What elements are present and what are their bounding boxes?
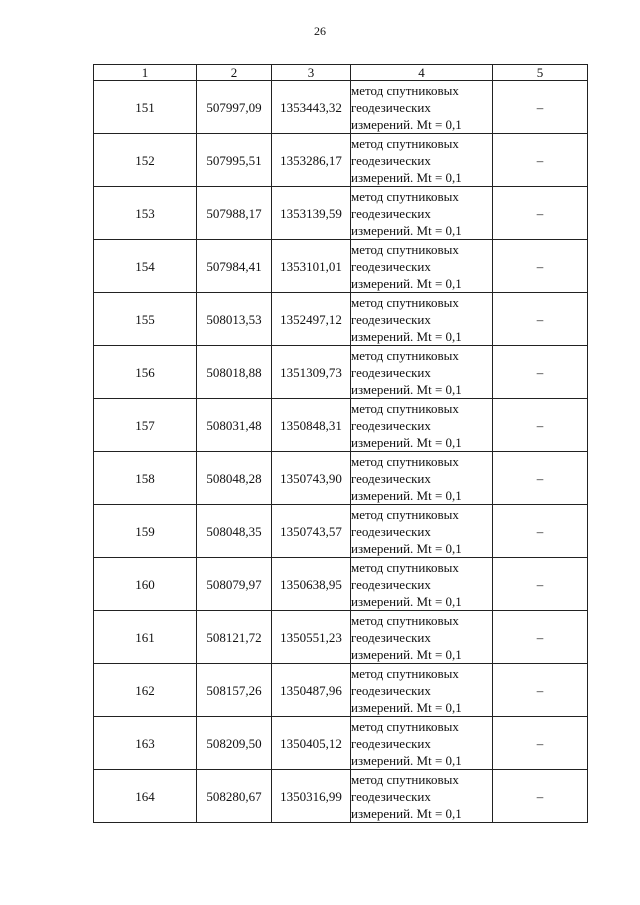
method-line-3: измерений. Mt = 0,1 — [351, 275, 462, 291]
y-coordinate-cell: 1351309,73 — [272, 346, 351, 399]
method-cell — [351, 664, 493, 717]
method-cell — [351, 399, 493, 452]
method-line-3: измерений. Mt = 0,1 — [351, 434, 462, 450]
method-cell — [351, 717, 493, 770]
method-cell — [351, 134, 493, 187]
point-number-cell: 161 — [94, 611, 197, 664]
point-number-cell: 163 — [94, 717, 197, 770]
method-cell — [351, 187, 493, 240]
point-number-cell: 152 — [94, 134, 197, 187]
method-line-2: геодезических — [351, 788, 431, 804]
x-coordinate-cell: 508013,53 — [197, 293, 272, 346]
table-row — [94, 134, 588, 187]
method-cell — [351, 240, 493, 293]
method-line-3: измерений. Mt = 0,1 — [351, 540, 462, 556]
note-cell: – — [493, 293, 588, 346]
x-coordinate-cell: 508079,97 — [197, 558, 272, 611]
y-coordinate-cell: 1350638,95 — [272, 558, 351, 611]
point-number-cell: 151 — [94, 81, 197, 134]
method-line-1: метод спутниковых — [351, 188, 459, 204]
column-header-5: 5 — [493, 65, 588, 81]
x-coordinate-cell: 508018,88 — [197, 346, 272, 399]
column-header-3: 3 — [272, 65, 351, 81]
column-header-2: 2 — [197, 65, 272, 81]
method-line-1: метод спутниковых — [351, 718, 459, 734]
method-cell — [351, 81, 493, 134]
method-line-3: измерений. Mt = 0,1 — [351, 699, 462, 715]
method-line-1: метод спутниковых — [351, 82, 459, 98]
method-line-1: метод спутниковых — [351, 453, 459, 469]
method-cell — [351, 293, 493, 346]
table-row — [94, 558, 588, 611]
method-line-1: метод спутниковых — [351, 665, 459, 681]
y-coordinate-cell: 1353443,32 — [272, 81, 351, 134]
method-line-3: измерений. Mt = 0,1 — [351, 222, 462, 238]
point-number-cell: 153 — [94, 187, 197, 240]
method-line-3: измерений. Mt = 0,1 — [351, 752, 462, 768]
method-line-2: геодезических — [351, 311, 431, 327]
method-line-1: метод спутниковых — [351, 559, 459, 575]
note-cell: – — [493, 717, 588, 770]
x-coordinate-cell: 508048,28 — [197, 452, 272, 505]
y-coordinate-cell: 1353139,59 — [272, 187, 351, 240]
method-line-1: метод спутниковых — [351, 135, 459, 151]
note-cell: – — [493, 240, 588, 293]
method-line-2: геодезических — [351, 205, 431, 221]
point-number-cell: 162 — [94, 664, 197, 717]
note-cell: – — [493, 505, 588, 558]
method-cell — [351, 452, 493, 505]
note-cell: – — [493, 452, 588, 505]
method-line-3: измерений. Mt = 0,1 — [351, 328, 462, 344]
point-number-cell: 156 — [94, 346, 197, 399]
y-coordinate-cell: 1350551,23 — [272, 611, 351, 664]
table-row — [94, 611, 588, 664]
method-line-2: геодезических — [351, 629, 431, 645]
note-cell: – — [493, 611, 588, 664]
method-line-3: измерений. Mt = 0,1 — [351, 381, 462, 397]
table-body — [94, 81, 588, 823]
method-line-3: измерений. Mt = 0,1 — [351, 116, 462, 132]
method-line-2: геодезических — [351, 470, 431, 486]
column-header-1: 1 — [94, 65, 197, 81]
method-line-2: геодезических — [351, 99, 431, 115]
method-line-1: метод спутниковых — [351, 771, 459, 787]
method-line-3: измерений. Mt = 0,1 — [351, 487, 462, 503]
x-coordinate-cell: 508157,26 — [197, 664, 272, 717]
note-cell: – — [493, 187, 588, 240]
method-line-2: геодезических — [351, 364, 431, 380]
table-row — [94, 452, 588, 505]
method-line-1: метод спутниковых — [351, 612, 459, 628]
method-line-2: геодезических — [351, 735, 431, 751]
x-coordinate-cell: 507997,09 — [197, 81, 272, 134]
y-coordinate-cell: 1350743,57 — [272, 505, 351, 558]
point-number-cell: 159 — [94, 505, 197, 558]
table-row — [94, 187, 588, 240]
note-cell: – — [493, 81, 588, 134]
x-coordinate-cell: 508048,35 — [197, 505, 272, 558]
column-header-4: 4 — [351, 65, 493, 81]
y-coordinate-cell: 1350743,90 — [272, 452, 351, 505]
point-number-cell: 158 — [94, 452, 197, 505]
point-number-cell: 157 — [94, 399, 197, 452]
table-row — [94, 346, 588, 399]
table-row — [94, 293, 588, 346]
note-cell: – — [493, 770, 588, 823]
y-coordinate-cell: 1353101,01 — [272, 240, 351, 293]
method-line-2: геодезических — [351, 258, 431, 274]
method-line-2: геодезических — [351, 152, 431, 168]
y-coordinate-cell: 1352497,12 — [272, 293, 351, 346]
note-cell: – — [493, 134, 588, 187]
table-row — [94, 717, 588, 770]
x-coordinate-cell: 507995,51 — [197, 134, 272, 187]
method-line-3: измерений. Mt = 0,1 — [351, 169, 462, 185]
note-cell: – — [493, 664, 588, 717]
method-line-3: измерений. Mt = 0,1 — [351, 646, 462, 662]
method-line-3: измерений. Mt = 0,1 — [351, 593, 462, 609]
method-line-1: метод спутниковых — [351, 241, 459, 257]
x-coordinate-cell: 507988,17 — [197, 187, 272, 240]
note-cell: – — [493, 346, 588, 399]
method-line-1: метод спутниковых — [351, 347, 459, 363]
point-number-cell: 155 — [94, 293, 197, 346]
x-coordinate-cell: 508280,67 — [197, 770, 272, 823]
method-line-3: измерений. Mt = 0,1 — [351, 805, 462, 821]
x-coordinate-cell: 508121,72 — [197, 611, 272, 664]
x-coordinate-cell: 507984,41 — [197, 240, 272, 293]
method-cell — [351, 505, 493, 558]
method-cell — [351, 558, 493, 611]
note-cell: – — [493, 558, 588, 611]
x-coordinate-cell: 508031,48 — [197, 399, 272, 452]
table-row — [94, 81, 588, 134]
method-line-2: геодезических — [351, 417, 431, 433]
table-row — [94, 770, 588, 823]
method-cell — [351, 611, 493, 664]
y-coordinate-cell: 1353286,17 — [272, 134, 351, 187]
point-number-cell: 164 — [94, 770, 197, 823]
x-coordinate-cell: 508209,50 — [197, 717, 272, 770]
method-line-1: метод спутниковых — [351, 400, 459, 416]
method-line-2: геодезических — [351, 523, 431, 539]
y-coordinate-cell: 1350487,96 — [272, 664, 351, 717]
table-header-row — [94, 65, 588, 81]
table-row — [94, 399, 588, 452]
table-row — [94, 240, 588, 293]
method-cell — [351, 346, 493, 399]
method-cell — [351, 770, 493, 823]
point-number-cell: 160 — [94, 558, 197, 611]
page-number: 26 — [314, 24, 326, 38]
y-coordinate-cell: 1350316,99 — [272, 770, 351, 823]
method-line-2: геодезических — [351, 682, 431, 698]
table-row — [94, 505, 588, 558]
coordinates-table — [93, 64, 588, 823]
point-number-cell: 154 — [94, 240, 197, 293]
method-line-1: метод спутниковых — [351, 506, 459, 522]
note-cell: – — [493, 399, 588, 452]
method-line-2: геодезических — [351, 576, 431, 592]
y-coordinate-cell: 1350405,12 — [272, 717, 351, 770]
table-row — [94, 664, 588, 717]
method-line-1: метод спутниковых — [351, 294, 459, 310]
y-coordinate-cell: 1350848,31 — [272, 399, 351, 452]
